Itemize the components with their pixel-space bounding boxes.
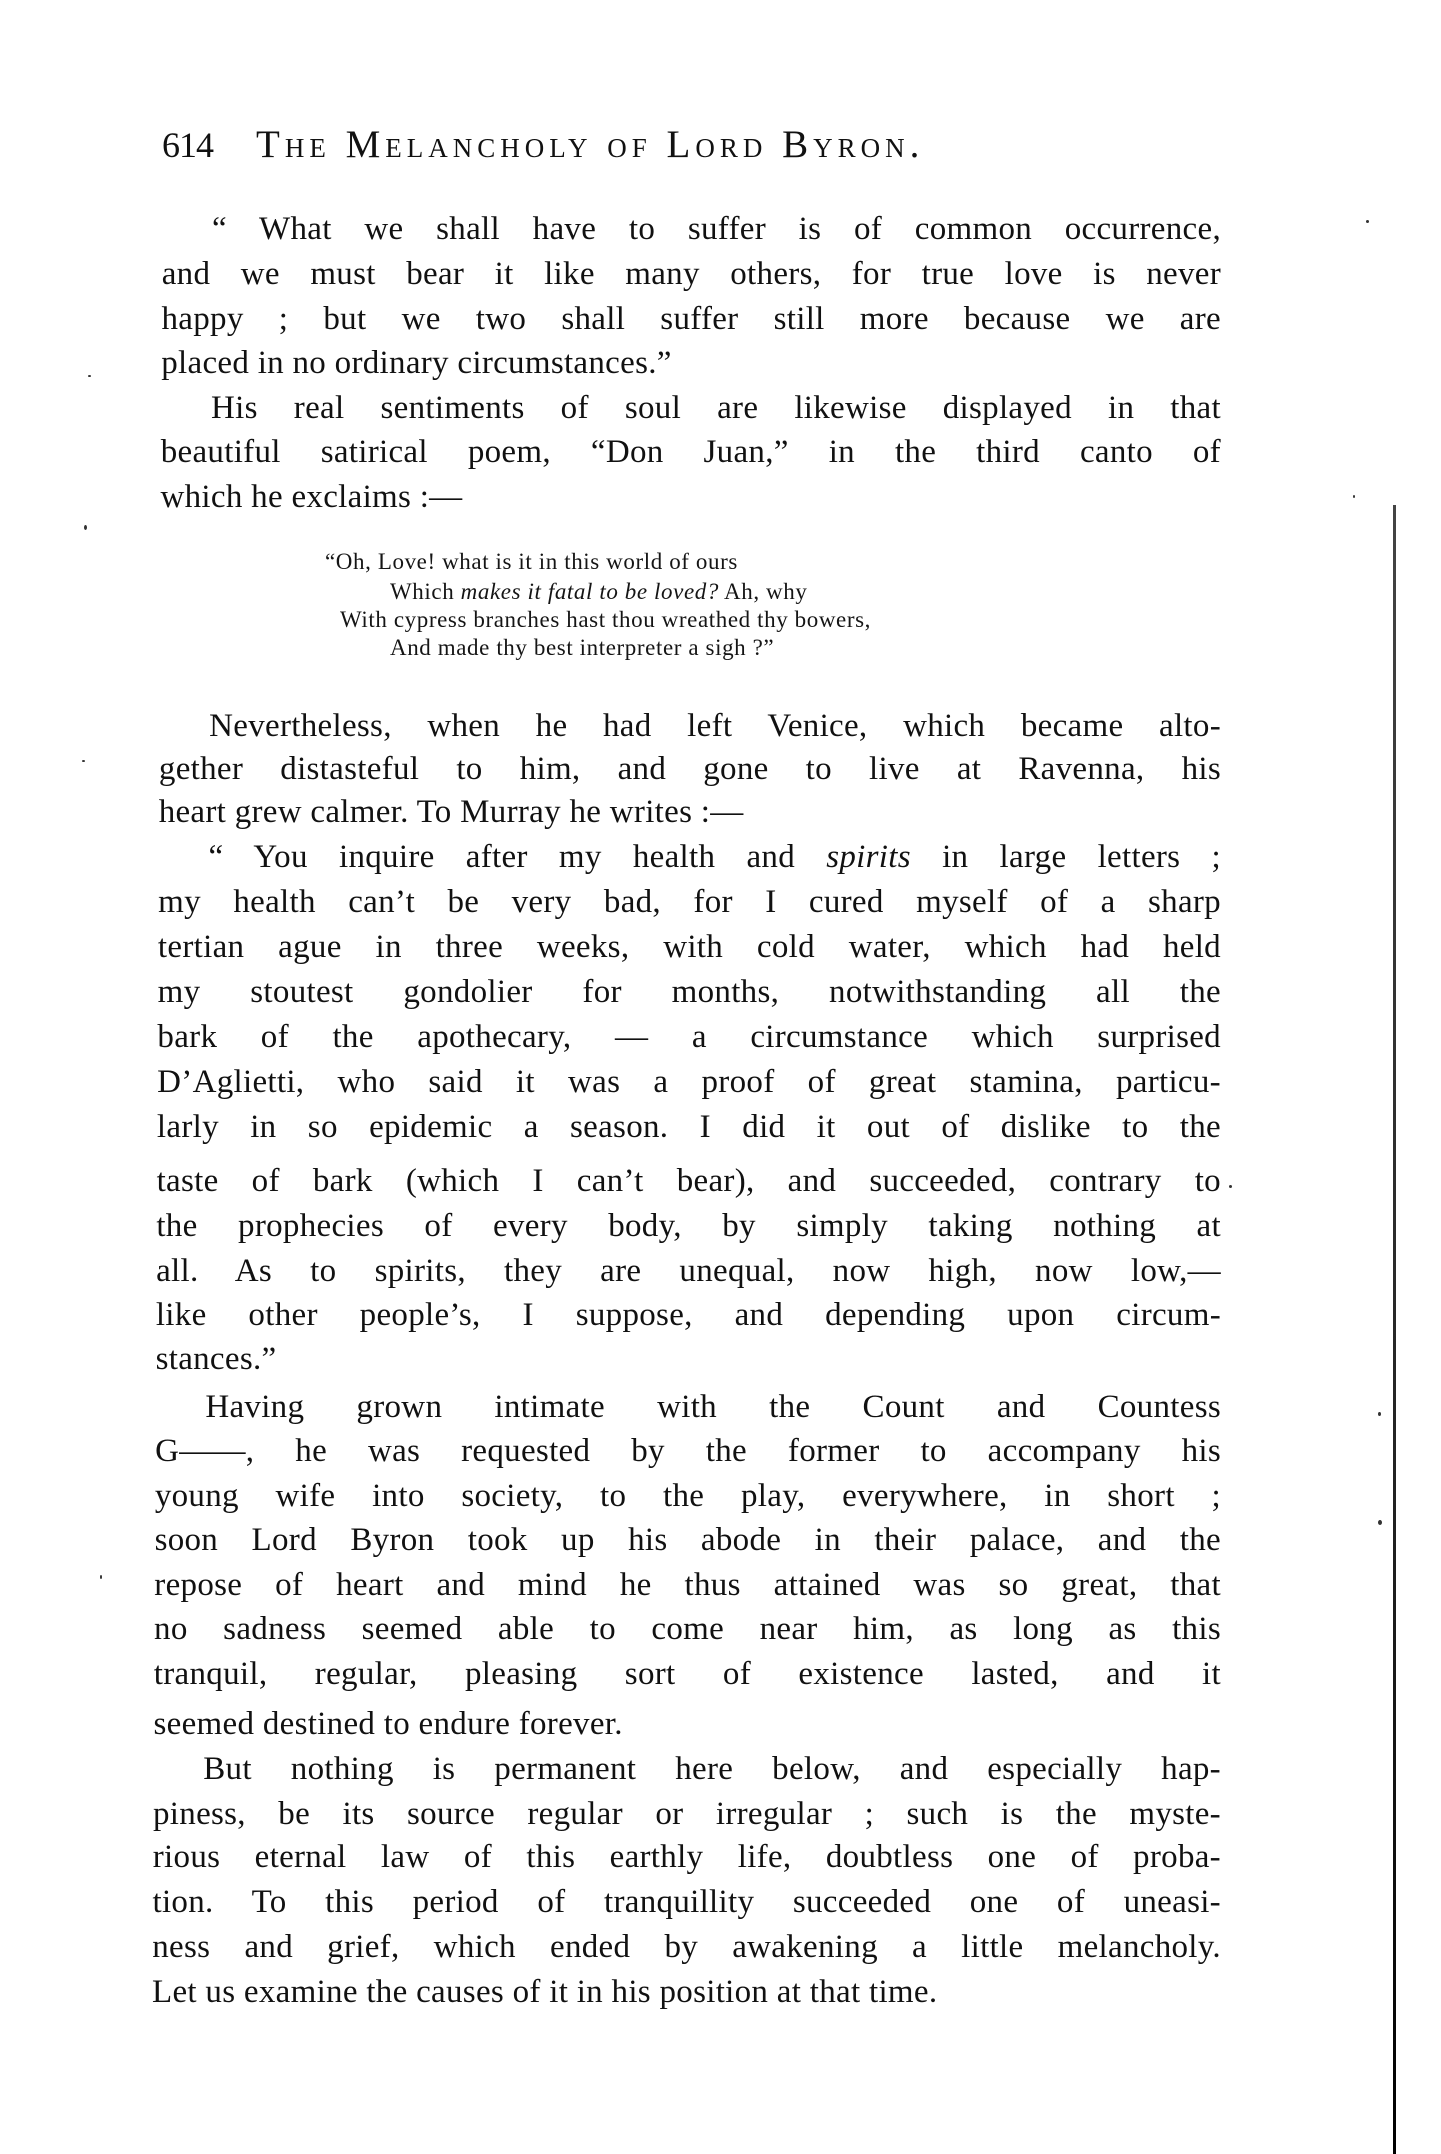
paragraph-line: Let us examine the causes of it in his position at that time.: [152, 1974, 938, 2010]
paragraph-line: repose of heart and mind he thus attained was so great, that: [154, 1567, 1221, 1603]
paragraph-line: placed in no ordinary circumstances.”: [161, 345, 672, 381]
paragraph-line: young wife into society, to the play, everywhere, in short ;: [154, 1478, 1221, 1514]
text-run: Which: [390, 579, 461, 604]
paragraph-first-line: Having grown intimate with the Count and Countess: [205, 1389, 1221, 1425]
paragraph-line: no sadness seemed able to come near him, as long as this: [154, 1611, 1221, 1647]
paragraph-line: heart grew calmer. To Murray he writes :—: [158, 794, 744, 830]
paragraph-line: happy ; but we two shall suffer still more because we are: [161, 301, 1221, 337]
scan-speck: [82, 760, 85, 762]
paragraph-line: tertian ague in three weeks, with cold water, which had held: [157, 929, 1221, 965]
paragraph-first-line: Nevertheless, when he had left Venice, which became alto-: [209, 708, 1221, 744]
paragraph-line: my health can’t be very bad, for I cured myself of a sharp: [158, 884, 1221, 920]
paragraph-line: like other people’s, I suppose, and depending upon circum-: [155, 1297, 1221, 1333]
scan-speck: [1366, 220, 1369, 223]
paragraph-line: D’Aglietti, who said it was a proof of great stamina, particu-: [157, 1064, 1221, 1100]
paragraph-first-line: But nothing is permanent here below, and especially hap-: [203, 1751, 1221, 1787]
scan-edge-line: [1393, 505, 1396, 2154]
text-run: in large letters ;: [910, 839, 1221, 875]
paragraph-line: stances.”: [155, 1341, 277, 1377]
italic-text: spirits: [826, 839, 911, 875]
text-run: “ You inquire after my health and: [208, 839, 827, 875]
scan-speck: [1229, 1185, 1232, 1188]
scan-speck: [1378, 1412, 1381, 1416]
scan-speck: [1353, 495, 1355, 498]
scan-speck: [100, 1575, 102, 1579]
paragraph-first-line: His real sentiments of soul are likewise displayed in that: [210, 390, 1221, 426]
paragraph-line: rious eternal law of this earthly life, doubtless one of proba-: [152, 1839, 1221, 1875]
paragraph-line: tion. To this period of tranquillity succeeded one of uneasi-: [152, 1884, 1221, 1920]
paragraph-line: my stoutest gondolier for months, notwithstanding all the: [157, 974, 1221, 1010]
italic-text: makes it fatal to be loved?: [460, 579, 719, 604]
paragraph-line: piness, be its source regular or irregular ; such is the myste-: [153, 1796, 1221, 1832]
paragraph-line: the prophecies of every body, by simply taking nothing at: [156, 1208, 1221, 1244]
paragraph-line: all. As to spirits, they are unequal, now high, now low,—: [156, 1253, 1221, 1289]
paragraph-line: bark of the apothecary, — a circumstance which surprised: [157, 1019, 1221, 1055]
scan-speck: [1378, 1520, 1382, 1525]
paragraph-line: taste of bark (which I can’t bear), and succeeded, contrary to: [156, 1163, 1221, 1199]
paragraph-line: soon Lord Byron took up his abode in their palace, and the: [154, 1522, 1221, 1558]
paragraph-line: seemed destined to endure forever.: [153, 1706, 623, 1742]
scan-speck: [84, 525, 87, 530]
verse-line: And made thy best interpreter a sigh ?”: [390, 635, 775, 660]
paragraph-line: larly in so epidemic a season. I did it out of dislike to the: [156, 1109, 1221, 1145]
paragraph-line: gether distasteful to him, and gone to live at Ravenna, his: [158, 751, 1221, 787]
verse-line: “Oh, Love! what is it in this world of ours: [325, 549, 738, 574]
paragraph-line: which he exclaims :—: [160, 479, 463, 515]
page-number: 614: [162, 125, 213, 165]
running-head: [162, 122, 1162, 168]
text-run: Ah, why: [718, 579, 808, 604]
paragraph-line: and we must bear it like many others, for true love is never: [161, 256, 1221, 292]
paragraph-first-line: “ What we shall have to suffer is of common occurrence,: [212, 211, 1221, 247]
verse-line: [390, 577, 807, 607]
scan-speck: [88, 375, 91, 377]
verse-line: With cypress branches hast thou wreathed thy bowers,: [340, 607, 872, 632]
paragraph-line: ness and grief, which ended by awakening a little melancholy.: [152, 1929, 1221, 1965]
paragraph-first-line: [208, 835, 1221, 879]
paragraph-line: tranquil, regular, pleasing sort of existence lasted, and it: [153, 1656, 1221, 1692]
paragraph-line: beautiful satirical poem, “Don Juan,” in the third canto of: [160, 434, 1221, 470]
paragraph-line: G——, he was requested by the former to accompany his: [155, 1433, 1221, 1469]
running-title: The Melancholy of Lord Byron.: [256, 123, 925, 166]
